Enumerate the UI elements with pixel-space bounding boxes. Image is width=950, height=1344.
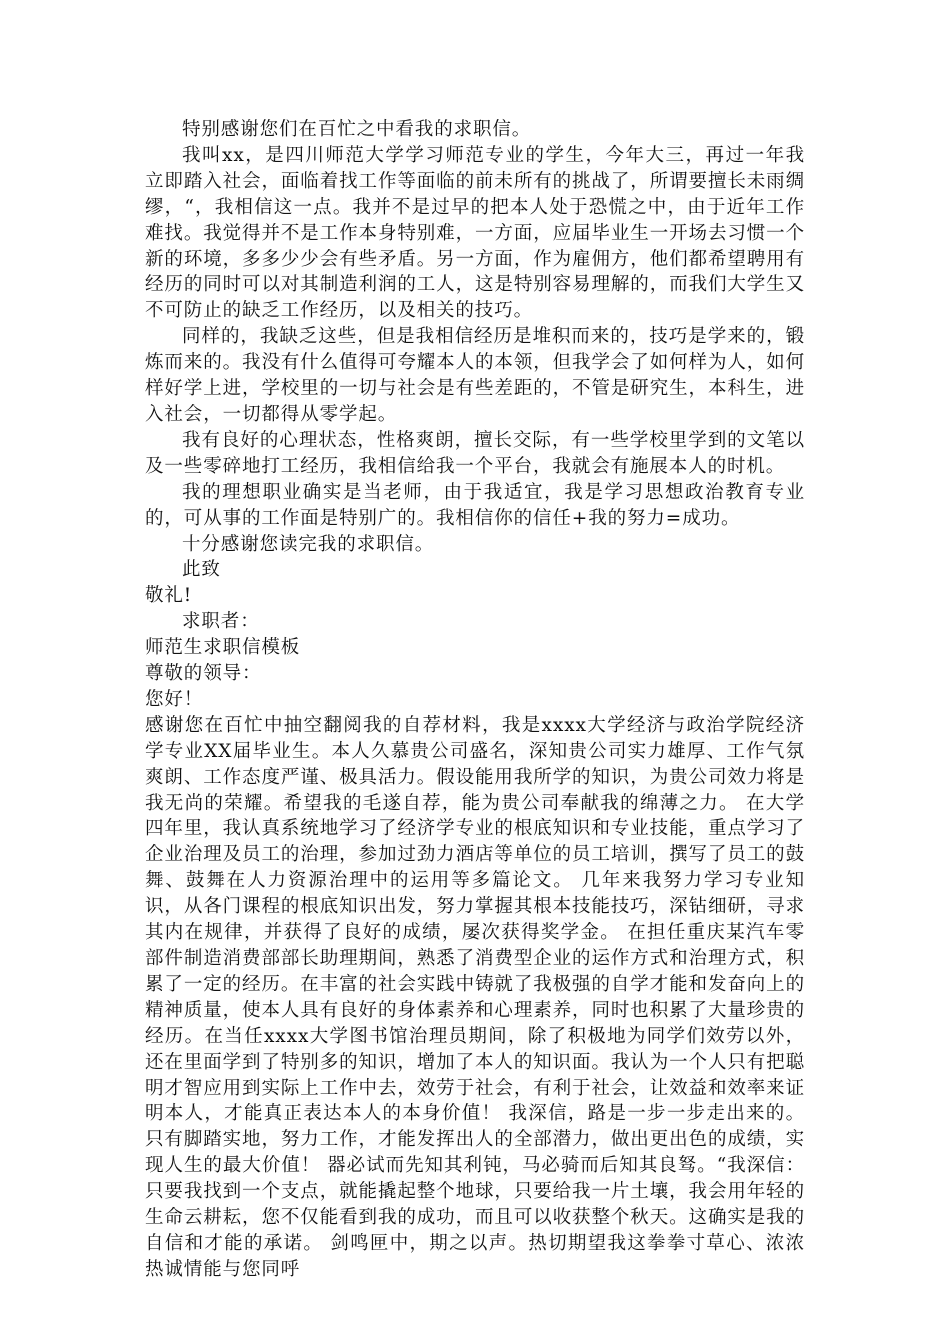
letter1-paragraph-closing-thanks: 十分感谢您读完我的求职信。	[182, 533, 435, 555]
letter2-greeting: 您好！	[145, 688, 204, 710]
letter1-paragraph-experience: 同样的，我缺乏这些，但是我相信经历是堆积而来的，技巧是学来的，锻炼而来的。我没有什么值得可夸耀本人的本领，但我学会了如何样为人，如何样好学上进，学校里的一切与社会是有些差距的，不管是研究生，本科生，进入社会，一切都得从零学起。	[145, 326, 805, 425]
letter1-closing-cizhi: 此致	[182, 559, 221, 581]
letter1-signature: 求职者：	[182, 611, 260, 633]
document-page	[145, 117, 805, 1283]
letter2-title: 师范生求职信模板	[145, 637, 301, 659]
letter2-salutation: 尊敬的领导：	[145, 663, 262, 685]
letter1-closing-jingli: 敬礼!	[145, 585, 193, 607]
letter2-body: 感谢您在百忙中抽空翻阅我的自荐材料，我是xxxx大学经济与政治学院经济学专业XX届毕业生。本人久慕贵公司盛名，深知贵公司实力雄厚、工作气氛爽朗、工作态度严谨、极具活力。假设能用我所学的知识，为贵公司效力将是我无尚的荣耀。希望我的毛遂自荐，能为贵公司奉献我的绵薄之力。 在大学四年里，我认真系统地学习了经济学专业的根底知识和专业技能，重点学习了企业治理及员工的治理，参加过劲力酒店等单位的员工培训，撰写了员工的鼓舞、鼓舞在人力资源治理中的运用等多篇论文。 几年来我努力学习专业知识，从各门课程的根底知识出发，努力掌握其根本技能技巧，深钻细研，寻求其内在规律，并获得了良好的成绩，屡次获得奖学金。 在担任重庆某汽车零部件制造消费部部长助理期间，熟悉了消费型企业的运作方式和治理方式，积累了一定的经历。在丰富的社会实践中铸就了我极强的自学才能和发奋向上的精神质量，使本人具有良好的身体素养和心理素养，同时也积累了大量珍贵的经历。在当任xxxx大学图书馆治理员期间，除了积极地为同学们效劳以外，还在里面学到了特别多的知识，增加了本人的知识面。我认为一个人只有把聪明才智应用到实际上工作中去，效劳于社会，有利于社会，让效益和效率来证明本人，才能真正表达本人的本身价值！ 我深信，路是一步一步走出来的。只有脚踏实地，努力工作，才能发挥出人的全部潜力，做出更出色的成绩，实现人生的最大价值！ 器必试而先知其利钝，马必骑而后知其良驽。“我深信：只要我找到一个支点，就能撬起整个地球，只要给我一片土壤，我会用年轻的生命云耕耘，您不仅能看到我的成功，而且可以收获整个秋天。这确实是我的自信和才能的承诺。 剑鸣匣中，期之以声。热切期望我这拳拳寸草心、浓浓热诚情能与您同呼	[145, 714, 805, 1280]
letter1-paragraph-thanks: 特别感谢您们在百忙之中看我的求职信。	[182, 119, 532, 140]
letter1-paragraph-character: 我有良好的心理状态，性格爽朗，擅长交际，有一些学校里学到的文笔以及一些零碎地打工经历，我相信给我一个平台，我就会有施展本人的时机。	[145, 429, 805, 477]
letter1-paragraph-intro: 我叫xx，是四川师范大学学习师范专业的学生，今年大三，再过一年我立即踏入社会，面临着找工作等面临的前未所有的挑战了，所谓要擅长未雨绸缪，“，我相信这一点。我并不是过早的把本人处于恐慌之中，由于近年工作难找。我觉得并不是工作本身特别难，一方面，应届毕业生一开场去习惯一个新的环境，多多少少会有些矛盾。另一方面，作为雇佣方，他们都希望聘用有经历的同时可以对其制造利润的工人，这是特别容易理解的，而我们大学生又不可防止的缺乏工作经历，以及相关的技巧。	[145, 144, 805, 322]
letter1-paragraph-ideal-job: 我的理想职业确实是当老师，由于我适宜，我是学习思想政治教育专业的，可从事的工作面是特别广的。我相信你的信任+我的努力=成功。	[145, 481, 805, 529]
